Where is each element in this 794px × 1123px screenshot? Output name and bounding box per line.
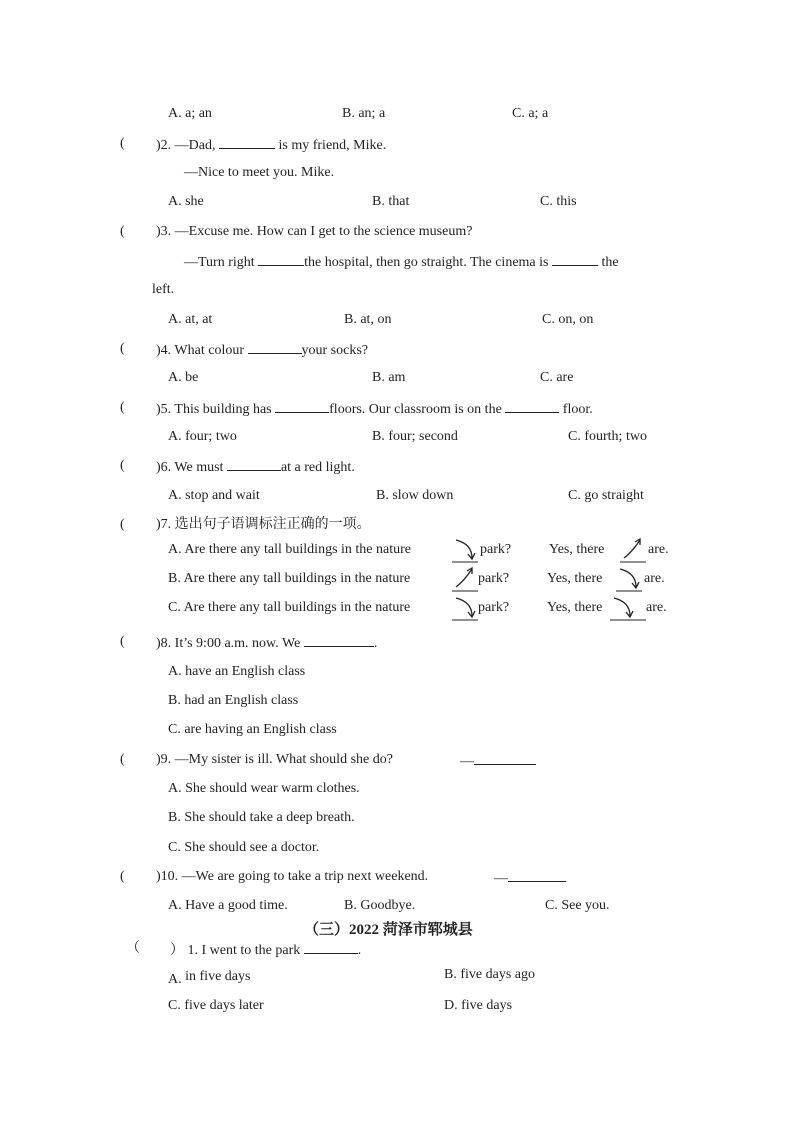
q10-answer bbox=[494, 868, 566, 888]
q6-blank[interactable] bbox=[227, 457, 281, 471]
q9-option-b: B. She should take a deep breath. bbox=[168, 810, 355, 825]
q8-number: )8. It’s 9:00 a.m. now. We bbox=[156, 636, 301, 651]
q3-option-b: B. at, on bbox=[344, 312, 392, 327]
s1-option-b: B. five days ago bbox=[444, 967, 535, 982]
q4-question bbox=[156, 340, 368, 360]
s1-option-a bbox=[168, 968, 250, 986]
q2-option-a: A. she bbox=[168, 194, 204, 209]
q7-option-a-question: A. Are there any tall buildings in the nature bbox=[168, 542, 411, 557]
q9-question: )9. —My sister is ill. What should she do? bbox=[156, 752, 393, 767]
q9-option-c: C. She should see a doctor. bbox=[168, 840, 320, 855]
falling-intonation-arrow-icon bbox=[616, 567, 642, 593]
q7-option-b-are: are. bbox=[644, 571, 665, 586]
section-title: （三）2022 菏泽市郓城县 bbox=[304, 922, 473, 938]
q7-option-a-are: are. bbox=[648, 542, 669, 557]
q9-paren: ( bbox=[120, 752, 125, 767]
q6-question bbox=[156, 457, 355, 477]
q9-blank[interactable] bbox=[474, 751, 536, 765]
q5-option-a: A. four; two bbox=[168, 429, 237, 444]
q1-option-a: A. a; an bbox=[168, 106, 212, 121]
falling-intonation-arrow-icon bbox=[452, 538, 478, 564]
q4-question-rest: your socks? bbox=[301, 343, 368, 358]
q2-blank[interactable] bbox=[219, 135, 275, 149]
q7-paren: ( bbox=[120, 517, 125, 532]
s1-paren: （ bbox=[126, 941, 140, 956]
q3-blank-1[interactable] bbox=[258, 252, 304, 266]
q3-option-c: C. on, on bbox=[542, 312, 594, 327]
q5-question-end: floor. bbox=[562, 402, 593, 417]
q6-question-rest: at a red light. bbox=[280, 460, 355, 475]
s1-option-c: C. five days later bbox=[168, 998, 264, 1013]
q8-paren: ( bbox=[120, 634, 125, 649]
q7-option-b-park: park? bbox=[478, 571, 510, 586]
rising-intonation-arrow-icon bbox=[452, 567, 478, 593]
q8-option-a: A. have an English class bbox=[168, 664, 306, 679]
s1-question: ） 1. I went to the park . bbox=[170, 940, 361, 960]
s1-blank[interactable] bbox=[304, 940, 358, 954]
q4-option-b: B. am bbox=[372, 370, 406, 385]
q5-option-b: B. four; second bbox=[372, 429, 458, 444]
q6-paren: ( bbox=[120, 458, 125, 473]
q8-blank[interactable] bbox=[304, 633, 374, 647]
q3-line3: left. bbox=[152, 282, 175, 297]
s1-number: ） 1. I went to the park bbox=[170, 943, 301, 958]
falling-intonation-arrow-icon bbox=[610, 596, 646, 622]
q7-question: )7. 选出句子语调标注正确的一项。 bbox=[156, 517, 371, 532]
q9-dash: — bbox=[460, 754, 474, 769]
q7-option-c-question: C. Are there any tall buildings in the nature bbox=[168, 600, 411, 615]
q8-option-b: B. had an English class bbox=[168, 693, 299, 708]
q3-paren: ( bbox=[120, 224, 125, 239]
q7-option-c-park: park? bbox=[478, 600, 510, 615]
q5-question-mid: floors. Our classroom is on the bbox=[329, 402, 502, 417]
q5-option-c: C. fourth; two bbox=[568, 429, 647, 444]
q5-number: )5. This building has bbox=[156, 402, 272, 417]
q4-option-c: C. are bbox=[540, 370, 574, 385]
q2-option-b: B. that bbox=[372, 194, 410, 209]
q7-option-a-park: park? bbox=[480, 542, 512, 557]
q3-question: )3. —Excuse me. How can I get to the science museum? bbox=[156, 224, 473, 239]
rising-intonation-arrow-icon bbox=[620, 538, 646, 564]
q5-paren: ( bbox=[120, 400, 125, 415]
q7-option-a-answer: Yes, there bbox=[549, 542, 605, 557]
q4-option-a: A. be bbox=[168, 370, 199, 385]
q5-blank-1[interactable] bbox=[275, 399, 329, 413]
falling-intonation-arrow-icon bbox=[452, 596, 478, 622]
q6-option-b: B. slow down bbox=[376, 488, 454, 503]
q7-option-b-question: B. Are there any tall buildings in the nature bbox=[168, 571, 411, 586]
q5-blank-2[interactable] bbox=[505, 399, 559, 413]
q3-line2-end: the bbox=[601, 255, 619, 270]
s1-option-d: D. five days bbox=[444, 998, 513, 1013]
q1-option-c: C. a; a bbox=[512, 106, 549, 121]
q7-option-c-are: are. bbox=[646, 600, 667, 615]
q3-blank-2[interactable] bbox=[552, 252, 598, 266]
q2-reply: —Nice to meet you. Mike. bbox=[184, 165, 335, 180]
q3-option-a: A. at, at bbox=[168, 312, 213, 327]
s1-option-a-letter: A. bbox=[168, 972, 182, 987]
q10-option-c: C. See you. bbox=[545, 898, 610, 913]
q7-option-b-answer: Yes, there bbox=[547, 571, 603, 586]
q2-option-c: C. this bbox=[540, 194, 577, 209]
q10-paren: ( bbox=[120, 869, 125, 884]
q4-paren: ( bbox=[120, 341, 125, 356]
q2-question bbox=[156, 135, 386, 155]
q5-question bbox=[156, 399, 593, 419]
q4-blank[interactable] bbox=[248, 340, 302, 354]
q2-number: )2. —Dad, bbox=[156, 138, 216, 153]
q9-option-a: A. She should wear warm clothes. bbox=[168, 781, 360, 796]
q10-dash: — bbox=[494, 871, 508, 886]
q3-line2-start: —Turn right bbox=[184, 255, 255, 270]
q1-option-b: B. an; a bbox=[342, 106, 386, 121]
q8-option-c: C. are having an English class bbox=[168, 722, 337, 737]
q10-question: )10. —We are going to take a trip next weekend. bbox=[156, 869, 429, 884]
q6-option-a: A. stop and wait bbox=[168, 488, 260, 503]
q9-answer bbox=[460, 751, 536, 771]
q10-blank[interactable] bbox=[508, 868, 566, 882]
s1-option-a-text: in five days bbox=[185, 969, 251, 984]
q2-paren: ( bbox=[120, 136, 125, 151]
q4-number: )4. What colour bbox=[156, 343, 244, 358]
q10-option-a: A. Have a good time. bbox=[168, 898, 288, 913]
q3-line2-mid: the hospital, then go straight. The cinema is bbox=[304, 255, 549, 270]
q6-number: )6. We must bbox=[156, 460, 224, 475]
q6-option-c: C. go straight bbox=[568, 488, 644, 503]
q2-question-rest: is my friend, Mike. bbox=[278, 138, 387, 153]
q10-option-b: B. Goodbye. bbox=[344, 898, 416, 913]
q3-line2 bbox=[184, 252, 619, 272]
q8-question: )8. It’s 9:00 a.m. now. We . bbox=[156, 633, 377, 653]
q7-option-c-answer: Yes, there bbox=[547, 600, 603, 615]
